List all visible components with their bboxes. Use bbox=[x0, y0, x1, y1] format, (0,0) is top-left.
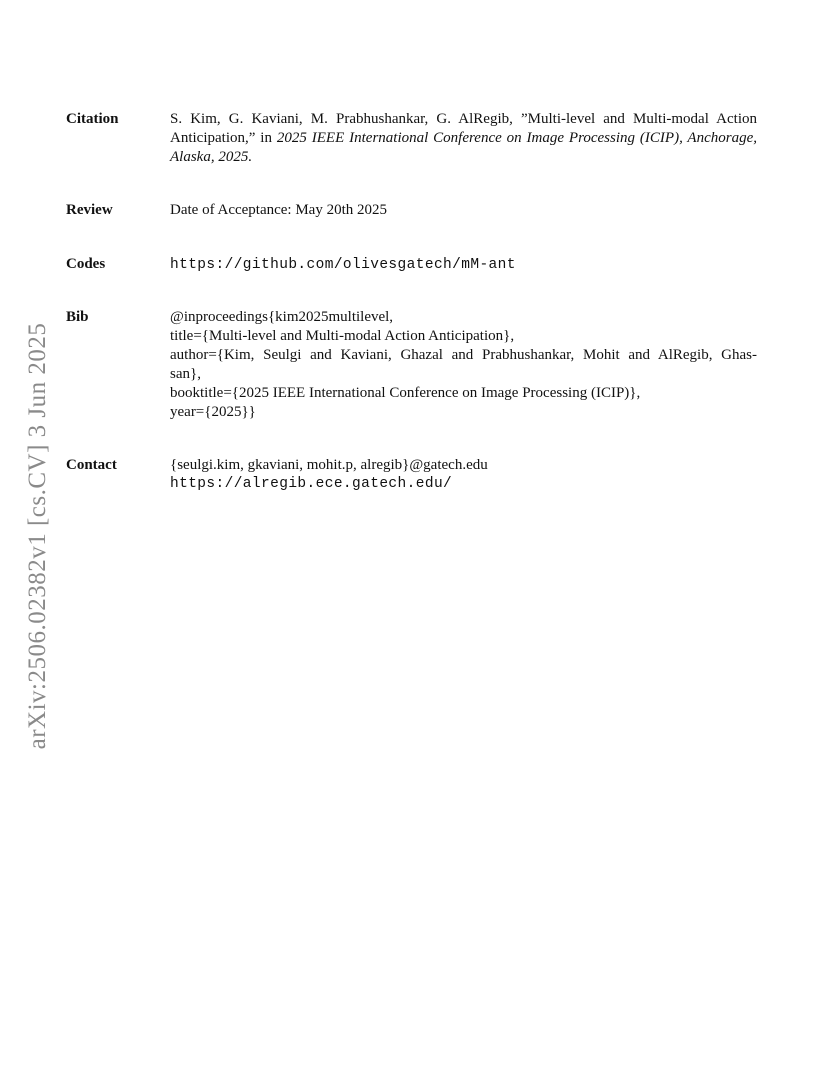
codes-url-link[interactable]: https://github.com/olivesgatech/mM-ant bbox=[170, 257, 516, 273]
bibtex-block bbox=[170, 308, 757, 422]
contact-label: Contact bbox=[66, 457, 117, 473]
contact-block bbox=[170, 456, 757, 494]
bib-line: booktitle={2025 IEEE International Conference on Image Processing (ICIP)}, bbox=[170, 385, 641, 401]
bib-line: author={Kim, Seulgi and Kaviani, Ghazal and Prabhushankar, Mohit and AlRegib, Ghas- bbox=[170, 347, 757, 363]
citation-venue: 2025 IEEE International Conference on Image Processing (ICIP), Anchorage, Alaska, 2025. bbox=[170, 130, 758, 165]
contact-emails[interactable]: {seulgi.kim, gkaviani, mohit.p, alregib}@gatech.edu bbox=[170, 457, 488, 473]
citation-text bbox=[170, 110, 757, 167]
review-label: Review bbox=[66, 202, 113, 218]
bib-line: year={2025}} bbox=[170, 404, 256, 420]
bib-label: Bib bbox=[66, 309, 89, 325]
citation-authors-title: S. Kim, G. Kaviani, M. Prabhushankar, G. AlRegib, ”Multi-level and Multi-modal Action Anticipation,” in bbox=[170, 111, 757, 146]
bib-line: title={Multi-level and Multi-modal Action Anticipation}, bbox=[170, 328, 515, 344]
citation-label: Citation bbox=[66, 111, 119, 127]
contact-url-link[interactable]: https://alregib.ece.gatech.edu/ bbox=[170, 476, 453, 492]
review-date: Date of Acceptance: May 20th 2025 bbox=[170, 202, 388, 218]
arxiv-identifier-stamp: arXiv:2506.02382v1 [cs.CV] 3 Jun 2025 bbox=[24, 322, 51, 750]
bib-line: san}, bbox=[170, 366, 201, 382]
bib-line: @inproceedings{kim2025multilevel, bbox=[170, 309, 394, 325]
codes-label: Codes bbox=[66, 256, 106, 272]
